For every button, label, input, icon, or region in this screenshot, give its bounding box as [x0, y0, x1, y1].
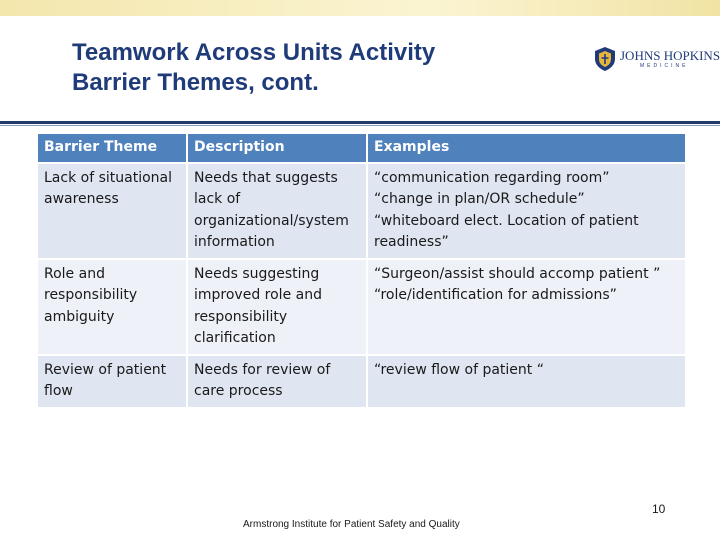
cell-text: information — [194, 234, 275, 250]
cell-text: readiness” — [374, 234, 449, 250]
table-row — [37, 355, 686, 408]
table-row — [37, 259, 686, 355]
cell-text: clarification — [194, 330, 276, 346]
johns-hopkins-logo — [594, 44, 720, 76]
cell-text: lack of — [194, 191, 241, 207]
column-header: Description — [187, 133, 367, 163]
barrier-theme-cell — [37, 259, 187, 355]
cell-text: Needs for review of — [194, 361, 331, 378]
barrier-theme-cell — [37, 163, 187, 259]
page-number: 10 — [652, 502, 666, 516]
shield-icon — [594, 46, 616, 72]
cell-text: flow — [44, 383, 73, 399]
cell-text: Role and — [44, 265, 105, 282]
barrier-theme-cell — [37, 355, 187, 408]
logo-subtitle: MEDICINE — [640, 63, 689, 69]
description-cell — [187, 355, 367, 408]
cell-text: “review flow of patient “ — [374, 361, 544, 378]
cell-text: “role/identification for admissions” — [374, 287, 617, 303]
cell-text: Lack of situational — [44, 169, 172, 186]
column-header: Barrier Theme — [37, 133, 187, 163]
examples-cell — [367, 259, 686, 355]
barrier-themes-table — [36, 132, 687, 409]
top-decorative-band — [0, 0, 720, 16]
cell-text: awareness — [44, 191, 119, 207]
examples-cell — [367, 355, 686, 408]
cell-text: care process — [194, 383, 283, 399]
cell-text: responsibility — [194, 308, 288, 325]
cell-text: “change in plan/OR schedule” — [374, 191, 585, 207]
cell-text: organizational/system — [194, 212, 349, 229]
cell-text: Review of patient — [44, 361, 167, 378]
examples-cell — [367, 163, 686, 259]
cell-text: “whiteboard elect. Location of patient — [374, 212, 639, 229]
slide-title-line-2: Barrier Themes, cont. — [72, 69, 319, 96]
title-divider — [0, 121, 720, 124]
cell-text: “communication regarding room” — [374, 169, 610, 186]
title-divider-thin — [0, 125, 720, 126]
cell-text: ambiguity — [44, 308, 115, 325]
cell-text: responsibility — [44, 287, 138, 303]
table-header-row — [37, 133, 686, 163]
slide-title-line-1: Teamwork Across Units Activity — [72, 39, 436, 66]
table-row — [37, 163, 686, 259]
cell-text: “Surgeon/assist should accomp patient ” — [374, 265, 661, 282]
footer-text: Armstrong Institute for Patient Safety and Quality — [243, 519, 460, 530]
description-cell — [187, 259, 367, 355]
cell-text: Needs that suggests — [194, 169, 338, 186]
slide-title — [72, 38, 435, 98]
logo-name: JOHNS HOPKINS — [620, 48, 720, 63]
cell-text: Needs suggesting — [194, 265, 320, 282]
column-header: Examples — [367, 133, 686, 163]
description-cell — [187, 163, 367, 259]
cell-text: improved role and — [194, 287, 322, 303]
